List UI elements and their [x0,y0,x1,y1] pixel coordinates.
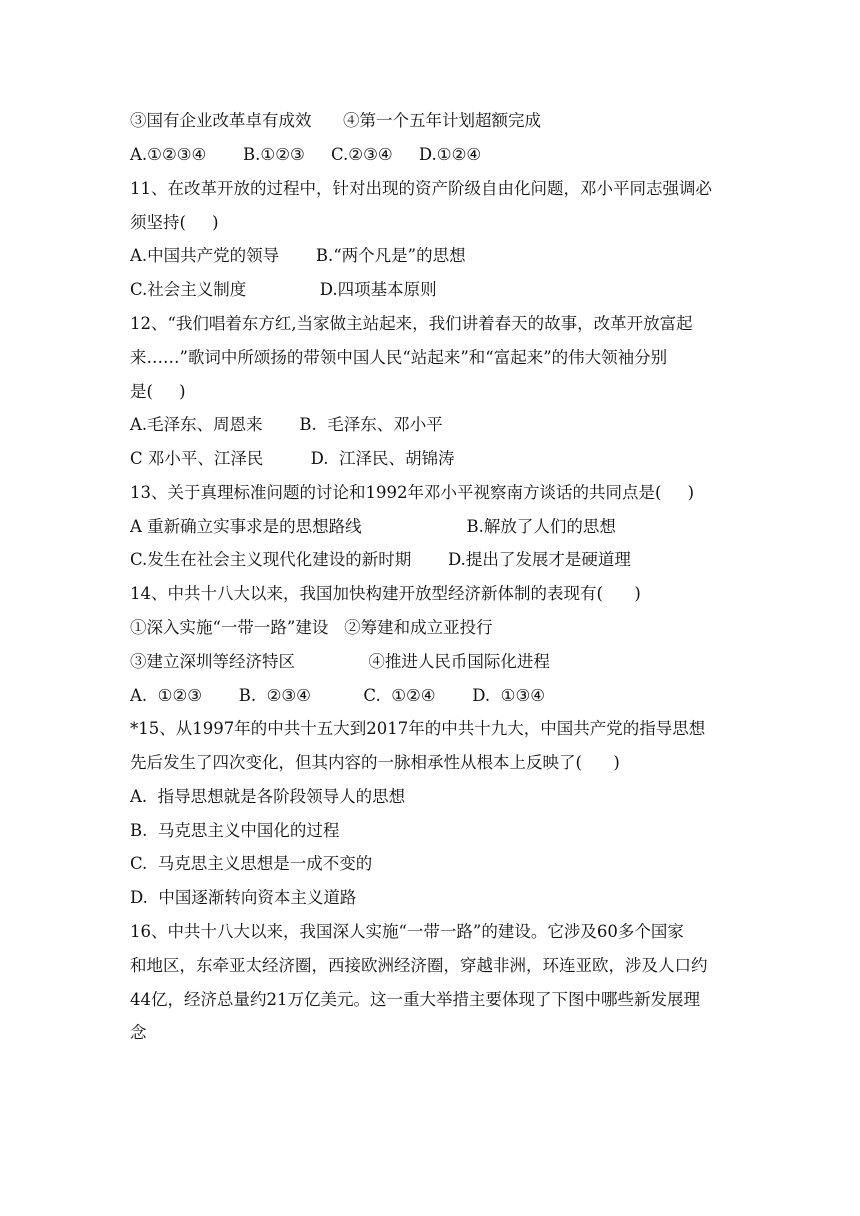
q15-option-d: D. 中国逐渐转向资本主义道路 [130,888,357,907]
q10-options-34: ③国有企业改革卓有成效 ④第一个五年计划超额完成 [130,111,541,130]
q16-stem-line-2: 和地区，东牵亚太经济圈，西接欧洲经济圈，穿越非洲，环连亚欧，涉及人口约 [130,956,708,975]
q10-answer-choices: A.①②③④ B.①②③ C.②③④ D.①②④ [130,145,482,164]
q12-stem-line-2: 来……”歌词中所颂扬的带领中国人民“站起来”和“富起来”的伟大领袖分别 [130,348,668,367]
q14-items-12: ①深入实施“一带一路”建设 ②筹建和成立亚投行 [130,618,493,637]
q11-stem-line-1: 11、在改革开放的过程中，针对出现的资产阶级自由化问题，邓小平同志强调必 [130,179,712,198]
q12-options-ab: A.毛泽东、周恩来 B. 毛泽东、邓小平 [130,415,443,434]
q11-options-cd: C.社会主义制度 D.四项基本原则 [130,280,437,299]
q13-options-cd: C.发生在社会主义现代化建设的新时期 D.提出了发展才是硬道理 [130,550,631,569]
q12-options-cd: C 邓小平、江泽民 D. 江泽民、胡锦涛 [130,449,455,468]
q13-options-ab: A 重新确立实事求是的思想路线 B.解放了人们的思想 [130,517,616,536]
q11-options-ab: A.中国共产党的领导 B.“两个凡是”的思想 [130,246,466,265]
q14-stem: 14、中共十八大以来，我国加快构建开放型经济新体制的表现有( ) [130,584,641,603]
q12-stem-line-1: 12、“我们唱着东方红,当家做主站起来，我们讲着春天的故事，改革开放富起 [130,314,693,333]
q15-option-c: C. 马克思主义思想是一成不变的 [130,854,373,873]
q14-answer-choices: A. ①②③ B. ②③④ C. ①②④ D. ①③④ [130,686,546,705]
q16-stem-line-3: 44亿，经济总量约21万亿美元。这一重大举措主要体现了下图中哪些新发展理 [130,990,700,1009]
q12-stem-line-3: 是( ) [130,382,186,401]
q13-stem: 13、关于真理标准问题的讨论和1992年邓小平视察南方谈话的共同点是( ) [130,483,695,502]
q15-option-b: B. 马克思主义中国化的过程 [130,821,340,840]
q15-stem-line-2: 先后发生了四次变化，但其内容的一脉相承性从根本上反映了( ) [130,753,620,772]
q16-stem-line-4: 念 [130,1023,147,1042]
q16-stem-line-1: 16、中共十八大以来，我国深人实施“一带一路”的建设。它涉及60多个国家 [130,922,684,941]
q11-stem-line-2: 须坚持( ) [130,213,219,232]
q15-stem-line-1: *15、从1997年的中共十五大到2017年的中共十九大，中国共产党的指导思想 [130,719,706,738]
q14-items-34: ③建立深圳等经济特区 ④推进人民币国际化进程 [130,652,550,671]
q15-option-a: A. 指导思想就是各阶段领导人的思想 [130,787,406,806]
